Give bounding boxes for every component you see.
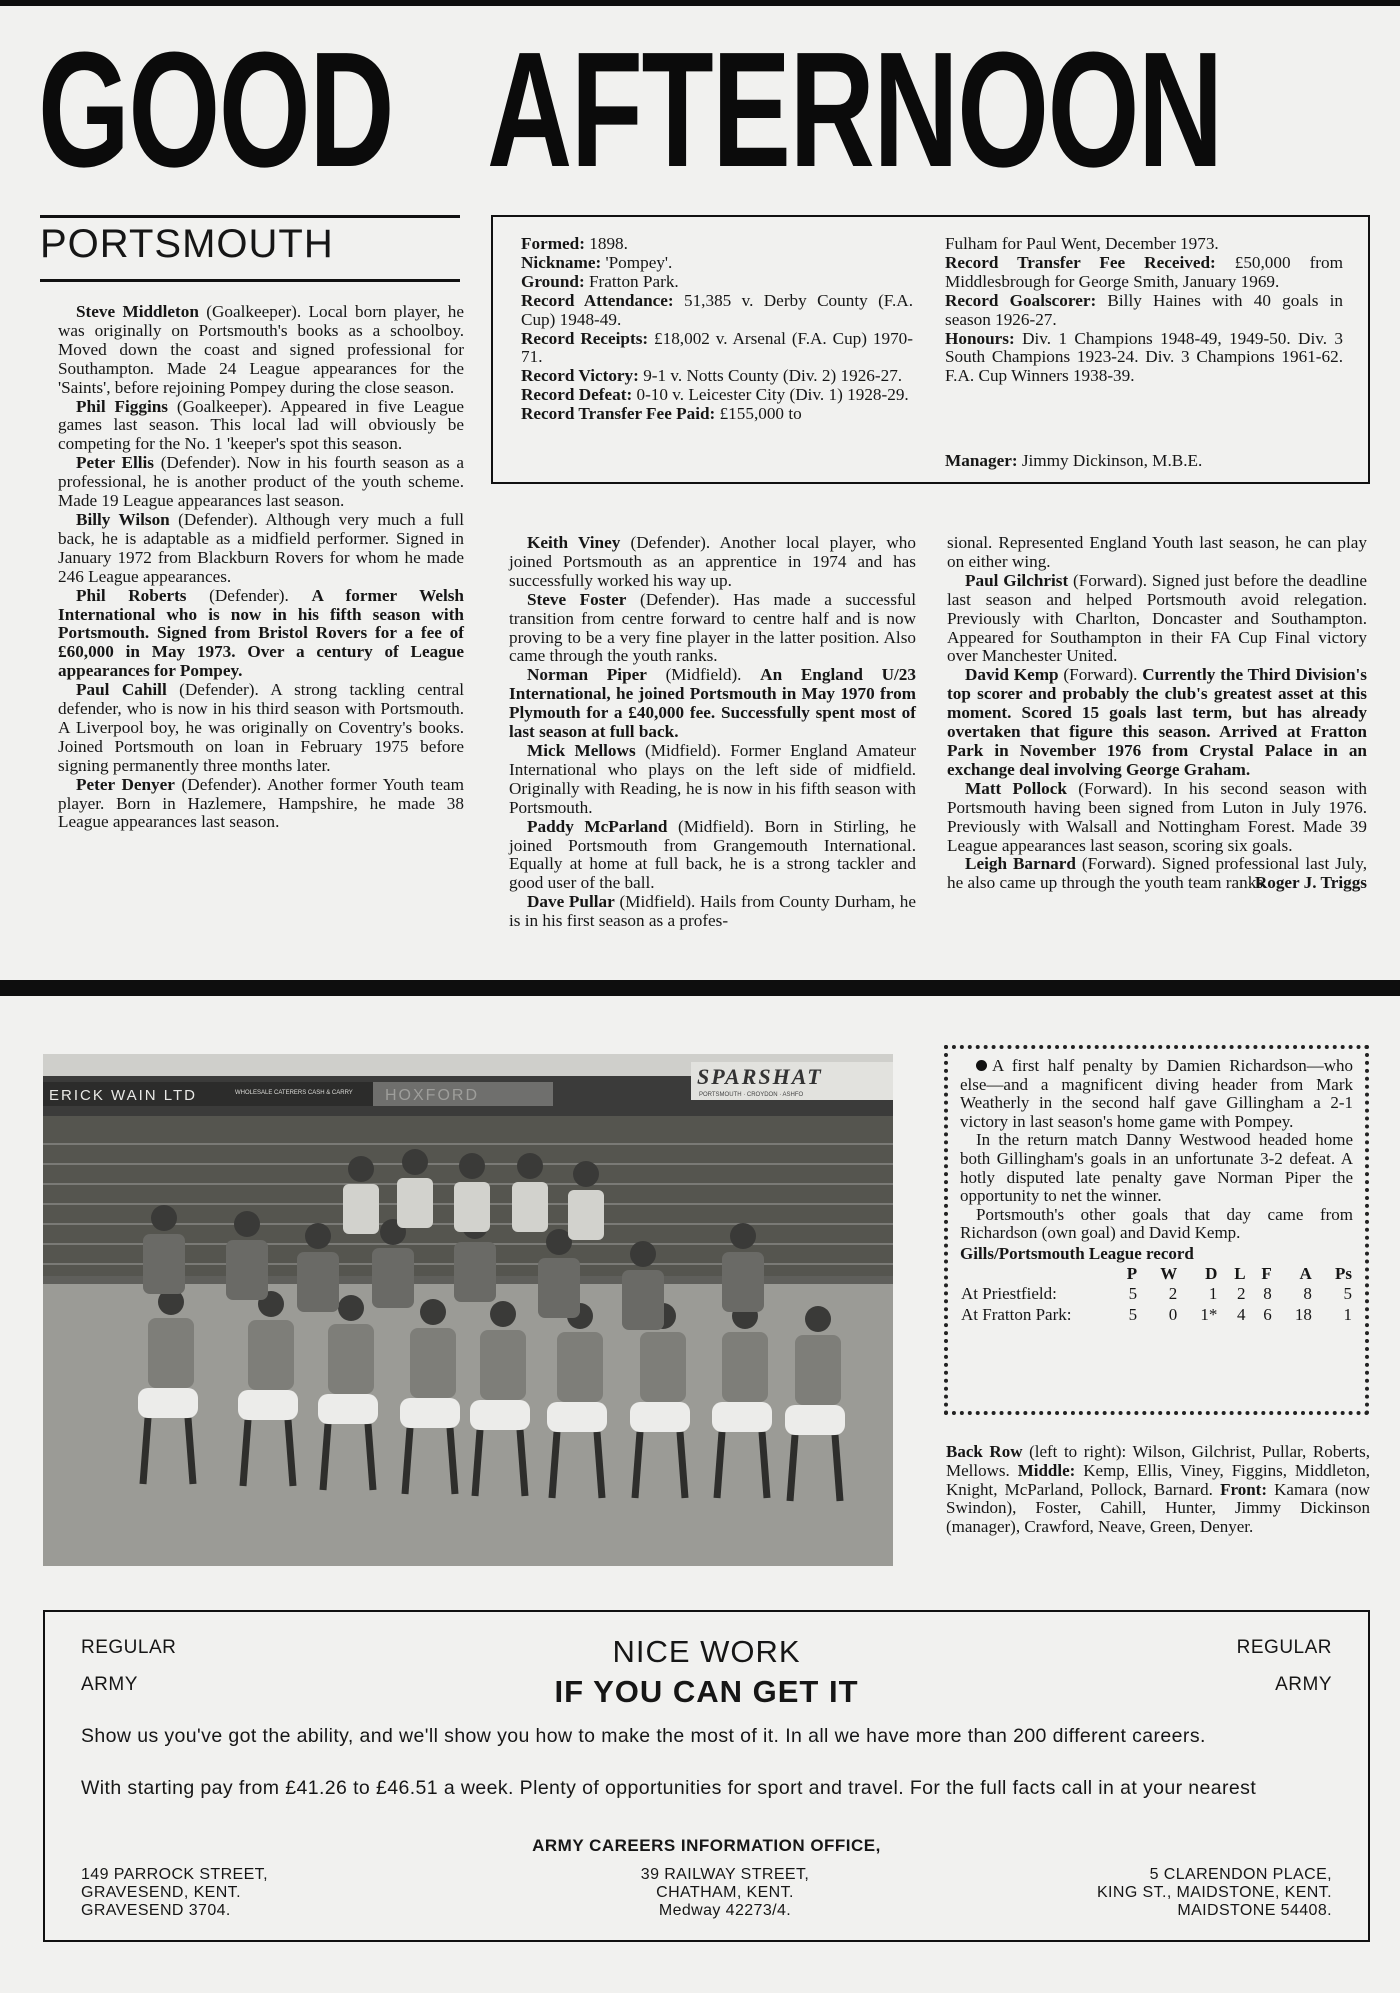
player-details: (Defender). bbox=[186, 585, 312, 605]
caption-front-label: Front: bbox=[1220, 1479, 1267, 1499]
record-table-header-cell: L bbox=[1234, 1263, 1246, 1283]
caption-back: (left to right): Wilson, Gilchrist, Pullar, Roberts, Mellows. bbox=[946, 1442, 1370, 1480]
record-cell: 2 bbox=[1168, 1284, 1178, 1304]
player-name: Peter Denyer bbox=[76, 774, 175, 794]
fact-line bbox=[945, 292, 1343, 330]
army-advert bbox=[43, 1610, 1370, 1942]
advert-left-top: REGULAR bbox=[81, 1637, 177, 1658]
player-name: Keith Viney bbox=[527, 533, 621, 552]
player-details: (Forward). Signed professional last July, he also came up through the youth team ranks. bbox=[947, 854, 1367, 893]
record-table-header-cell: Ps bbox=[1335, 1263, 1352, 1283]
fact-line bbox=[521, 367, 913, 386]
match-notes-box bbox=[944, 1045, 1369, 1415]
fact-value: Billy Haines with 40 goals in season 1926-27. bbox=[945, 290, 1343, 329]
record-cell: 1 bbox=[1208, 1284, 1218, 1304]
player-details: (Midfield). Born in Stirling, he joined Portsmouth from Grangemouth International. Equally at home at full back, he is a strong tackler and good user of the ball. bbox=[509, 816, 916, 893]
fact-line bbox=[945, 330, 1343, 387]
player-profile bbox=[58, 776, 464, 833]
fact-line bbox=[521, 386, 913, 405]
player-profile bbox=[58, 681, 464, 776]
fact-line bbox=[521, 254, 913, 273]
player-details: (Goalkeeper). Local born player, he was originally on Portsmouth's books as a schoolboy. Moved down the coast and signed professional for Southampton. Made 24 League appearances for the 'Saints', before rejoining Pompey during the close season. bbox=[58, 302, 465, 397]
player-profile bbox=[509, 818, 916, 894]
address-line: KING ST., MAIDSTONE, KENT. bbox=[1096, 1884, 1332, 1901]
table-row bbox=[960, 1305, 1353, 1326]
record-cell: 8 bbox=[1303, 1284, 1312, 1304]
address-chatham bbox=[525, 1866, 925, 1920]
player-name: Billy Wilson bbox=[76, 509, 170, 529]
player-details: (Goalkeeper). Appeared in five League games last season. This local lad will obviously be competing for the No. 1 'keeper's spot this season. bbox=[58, 396, 464, 454]
club-facts-box bbox=[491, 215, 1370, 484]
player-profile bbox=[58, 303, 464, 398]
advert-body-2: With starting pay from £41.26 to £46.51 a week. Plenty of opportunities for sport and travel. For the full facts call in at your nearest bbox=[81, 1777, 1257, 1799]
player-name: Norman Piper bbox=[527, 665, 647, 685]
advert-left-bottom: ARMY bbox=[81, 1674, 138, 1695]
record-table bbox=[960, 1264, 1353, 1326]
profiles-column-1 bbox=[58, 303, 464, 832]
fact-line bbox=[945, 254, 1343, 292]
fact-value: 1898. bbox=[584, 234, 628, 253]
record-cell: 0 bbox=[1168, 1304, 1178, 1324]
team-photo-drawing bbox=[43, 1054, 893, 1566]
player-profile bbox=[509, 534, 916, 591]
fact-label: Ground: bbox=[521, 271, 585, 291]
team-photo bbox=[43, 1054, 893, 1566]
player-details: (Forward). bbox=[1058, 665, 1143, 685]
record-cell: 6 bbox=[1263, 1304, 1272, 1324]
record-cell: 5 bbox=[1128, 1304, 1138, 1324]
fact-value: Fratton Park. bbox=[584, 271, 679, 291]
fact-line bbox=[521, 292, 913, 330]
record-table-header-cell: A bbox=[1299, 1263, 1312, 1283]
record-cell: 4 bbox=[1237, 1304, 1246, 1324]
player-name: Paddy McParland bbox=[527, 816, 668, 836]
player-details: (Forward). Signed just before the deadline last season and helped Portsmouth avoid relegation. Previously with Charlton, Doncaster and Southampton. Appeared for Southampton in their FA Cup Final victory over Manchester United. bbox=[947, 570, 1367, 666]
fact-value: £18,002 v. Arsenal (F.A. Cup) 1970-71. bbox=[521, 328, 913, 367]
fact-label: Record Transfer Fee Received: bbox=[945, 252, 1216, 272]
player-profile bbox=[509, 591, 916, 667]
address-line: MAIDSTONE 54408. bbox=[1177, 1902, 1332, 1919]
player-name: Paul Cahill bbox=[76, 680, 167, 700]
manager-label: Manager: bbox=[945, 451, 1018, 470]
fact-line bbox=[521, 405, 913, 424]
club-top-rule bbox=[40, 215, 460, 218]
player-name: Mick Mellows bbox=[527, 740, 636, 760]
fact-label: Nickname: bbox=[521, 252, 602, 272]
club-bottom-rule bbox=[40, 279, 460, 282]
player-details: (Defender). Has made a successful transition from centre forward to centre half and is now proving to be a very fine player in the latter position. Also came through the youth ranks. bbox=[509, 589, 916, 666]
address-line: GRAVESEND 3704. bbox=[81, 1902, 231, 1919]
player-details: (Forward). In his second season with Portsmouth having been signed from Luton in July 1976. Previously with Walsall and Nottingham Forest. Made 39 League appearances last season, scoring six goals. bbox=[947, 778, 1367, 855]
stand-sign-left: ERICK WAIN LTD bbox=[49, 1087, 198, 1104]
player-profile bbox=[58, 454, 464, 511]
player-profile bbox=[58, 587, 464, 682]
facts-left-column bbox=[521, 235, 913, 424]
player-name: Steve Middleton bbox=[76, 302, 199, 321]
stand-sign-right: SPARSHAT bbox=[697, 1064, 823, 1089]
advert-body-1: Show us you've got the ability, and we'll show you how to make the most of it. In all we have more than 200 different careers. bbox=[81, 1725, 1206, 1747]
player-details: (Midfield). Former England Amateur International who plays on the left side of midfield. Originally with Reading, he is now in his fifth season with Portsmouth. bbox=[509, 740, 916, 817]
player-profile bbox=[58, 511, 464, 587]
fact-label: Honours: bbox=[945, 328, 1015, 348]
advert-right-top: REGULAR bbox=[1236, 1637, 1332, 1658]
fact-label: Formed: bbox=[521, 234, 585, 253]
player-name: Paul Gilchrist bbox=[965, 570, 1069, 590]
player-profile bbox=[947, 780, 1367, 856]
player-name: Steve Foster bbox=[527, 589, 627, 609]
fact-value: 0-10 v. Leicester City (Div. 1) 1928-29. bbox=[632, 385, 909, 405]
player-details: (Midfield). bbox=[646, 665, 761, 685]
player-name: Leigh Barnard bbox=[965, 854, 1076, 874]
player-name: Phil Roberts bbox=[76, 585, 187, 605]
fact-value: Div. 1 Champions 1948-49, 1949-50. Div. 3 South Champions 1923-24. Div. 3 Champions 1961-62. F.A. Cup Winners 1938-39. bbox=[945, 328, 1343, 386]
record-cell: 18 bbox=[1294, 1304, 1312, 1324]
advert-title-1: NICE WORK bbox=[612, 1634, 801, 1669]
player-name: Phil Figgins bbox=[76, 396, 168, 416]
address-line: 149 PARROCK STREET, bbox=[81, 1866, 268, 1883]
fact-value: £155,000 to bbox=[715, 404, 802, 424]
record-cell: 1* bbox=[1200, 1304, 1218, 1324]
record-table-header bbox=[960, 1264, 1353, 1285]
caption-middle-label: Middle: bbox=[1017, 1460, 1076, 1480]
club-title: PORTSMOUTH bbox=[40, 222, 334, 266]
fact-value: 51,385 v. Derby County (F.A. Cup) 1948-49. bbox=[521, 290, 913, 329]
player-details: sional. Represented England Youth last season, he can play on either wing. bbox=[947, 533, 1367, 571]
record-row-label: At Priestfield: bbox=[961, 1284, 1057, 1304]
address-gravesend bbox=[81, 1866, 268, 1920]
player-details: (Defender). Another local player, who joined Portsmouth as an apprentice in 1974 and has successfully worked his way up. bbox=[509, 533, 916, 590]
player-profile bbox=[947, 534, 1367, 572]
caption-front: Kamara (now Swindon), Foster, Cahill, Hunter, Jimmy Dickinson (manager), Crawford, Neave, Green, Denyer. bbox=[946, 1479, 1370, 1537]
record-table-title: Gills/Portsmouth League record bbox=[960, 1243, 1194, 1263]
notes-paragraph-2: In the return match Danny Westwood headed home both Gillingham's goals in an unfortunate 3-2 defeat. A hotly disputed late penalty gave Norman Piper the opportunity to net the winner. bbox=[960, 1130, 1353, 1206]
author: Roger J. Triggs bbox=[1254, 873, 1367, 893]
fact-line bbox=[945, 235, 1343, 254]
fact-label: Record Victory: bbox=[521, 366, 639, 386]
player-name: Peter Ellis bbox=[76, 453, 154, 473]
headline-good: GOOD bbox=[38, 18, 394, 201]
player-profile bbox=[509, 742, 916, 818]
page-fold-bar bbox=[0, 980, 1400, 996]
record-cell: 5 bbox=[1128, 1284, 1138, 1304]
player-name: David Kemp bbox=[965, 665, 1059, 685]
player-highlight: Currently the Third Division's top scorer and probably the club's greatest asset at this moment. Scored 15 goals last term, but has already overtaken that figure this season. Arrived at Fratton Park in November 1976 from Crystal Palace in an exchange deal involving George Graham. bbox=[947, 665, 1367, 779]
record-cell: 2 bbox=[1237, 1284, 1246, 1304]
stand-sign-mid: HOXFORD bbox=[385, 1087, 479, 1104]
fact-value: Fulham for Paul Went, December 1973. bbox=[945, 234, 1219, 253]
stand-sign-right-small: PORTSMOUTH · CROYDON · ASHFO bbox=[699, 1092, 804, 1098]
table-row bbox=[960, 1284, 1353, 1305]
record-cell: 1 bbox=[1343, 1304, 1352, 1324]
address-line: 39 RAILWAY STREET, bbox=[640, 1866, 810, 1883]
player-profile bbox=[58, 398, 464, 455]
profiles-column-2 bbox=[509, 534, 916, 931]
fact-line bbox=[521, 273, 913, 292]
notes-paragraph-3: Portsmouth's other goals that day came from Richardson (own goal) and David Kemp. bbox=[960, 1204, 1353, 1243]
address-maidstone bbox=[1097, 1866, 1332, 1920]
fact-line bbox=[521, 330, 913, 368]
photo-caption bbox=[946, 1443, 1370, 1537]
advert-right-bottom: ARMY bbox=[1275, 1674, 1332, 1695]
notes-paragraph-1: A first half penalty by Damien Richardson—who else—and a magnificent diving header from Mark Weatherly in the second half gave Gillingham a 2-1 victory in last season's home game with Pompey. bbox=[960, 1056, 1353, 1131]
profiles-column-3 bbox=[947, 534, 1367, 893]
fact-label: Record Goalscorer: bbox=[945, 290, 1097, 310]
fact-label: Record Transfer Fee Paid: bbox=[521, 404, 716, 424]
address-line: GRAVESEND, KENT. bbox=[81, 1884, 241, 1901]
advert-title-2: IF YOU CAN GET IT bbox=[554, 1674, 859, 1709]
fact-label: Record Defeat: bbox=[521, 385, 633, 405]
fact-label: Record Attendance: bbox=[521, 290, 674, 310]
record-row-label: At Fratton Park: bbox=[961, 1304, 1072, 1324]
player-name: Matt Pollock bbox=[965, 778, 1067, 798]
player-profile bbox=[947, 572, 1367, 667]
caption-middle: Kemp, Ellis, Viney, Figgins, Middleton, Knight, McParland, Pollock, Barnard. bbox=[946, 1460, 1370, 1499]
record-table-header-cell: F bbox=[1261, 1263, 1272, 1283]
facts-right-column bbox=[945, 235, 1343, 386]
record-cell: 8 bbox=[1263, 1284, 1272, 1304]
bullet-icon bbox=[976, 1060, 987, 1071]
record-table-header-cell: D bbox=[1205, 1263, 1218, 1283]
player-details: (Defender). Now in his fourth season as a professional, he is another product of the youth scheme. Made 19 League appearances last season. bbox=[58, 453, 465, 511]
top-edge-bar bbox=[0, 0, 1400, 6]
player-profile bbox=[509, 893, 916, 931]
player-profile bbox=[509, 666, 916, 742]
caption-back-label: Back Row bbox=[946, 1442, 1023, 1461]
record-table-header-cell: W bbox=[1160, 1263, 1178, 1283]
stand-sign-left-small: WHOLESALE CATERERS CASH & CARRY bbox=[235, 1090, 353, 1096]
fact-line bbox=[521, 235, 913, 254]
facts-left-end-line bbox=[945, 452, 1343, 471]
address-line: CHATHAM, KENT. bbox=[656, 1884, 794, 1901]
manager-name: Jimmy Dickinson, M.B.E. bbox=[1017, 451, 1203, 470]
player-details: (Defender). Although very much a full back, he is adaptable as a midfield performer. Signed in January 1972 from Blackburn Rovers for whom he made 246 League appearances. bbox=[58, 509, 465, 586]
fact-value: 'Pompey'. bbox=[601, 252, 673, 272]
player-highlight: A former Welsh International who is now in his fifth season with Portsmouth. Signed from Bristol Rovers for a fee of £60,000 in May 1973. Over a century of League appearances for Pompey. bbox=[58, 585, 464, 681]
player-details: (Defender). A strong tackling central defender, who is now in his third season with Portsmouth. A Liverpool boy, he was originally on Coventry's books. Joined Portsmouth on loan in February 1975 before signing permanently three months later. bbox=[58, 680, 464, 775]
address-line: Medway 42273/4. bbox=[658, 1902, 792, 1919]
player-details: (Defender). Another former Youth team player. Born in Hazlemere, Hampshire, he made 38 League appearances last season. bbox=[58, 774, 464, 832]
advert-office: ARMY CAREERS INFORMATION OFFICE, bbox=[532, 1836, 881, 1855]
player-name: Dave Pullar bbox=[527, 892, 615, 912]
fact-label: Record Receipts: bbox=[521, 328, 649, 348]
player-highlight: An England U/23 International, he joined Portsmouth in May 1970 from Plymouth for a £40,000 fee. Successfully spent most of last season at full back. bbox=[509, 665, 916, 742]
fact-value: 9-1 v. Notts County (Div. 2) 1926-27. bbox=[638, 366, 903, 386]
player-profile bbox=[947, 666, 1367, 779]
fact-value: £50,000 from Middlesbrough for George Smith, January 1969. bbox=[945, 252, 1343, 291]
player-details: (Midfield). Hails from County Durham, he is in his first season as a profes- bbox=[509, 892, 916, 931]
record-cell: 5 bbox=[1343, 1284, 1352, 1304]
record-table-header-cell: P bbox=[1126, 1263, 1138, 1283]
address-line: 5 CLARENDON PLACE, bbox=[1149, 1866, 1332, 1883]
headline-afternoon: AFTERNOON bbox=[487, 18, 1222, 201]
